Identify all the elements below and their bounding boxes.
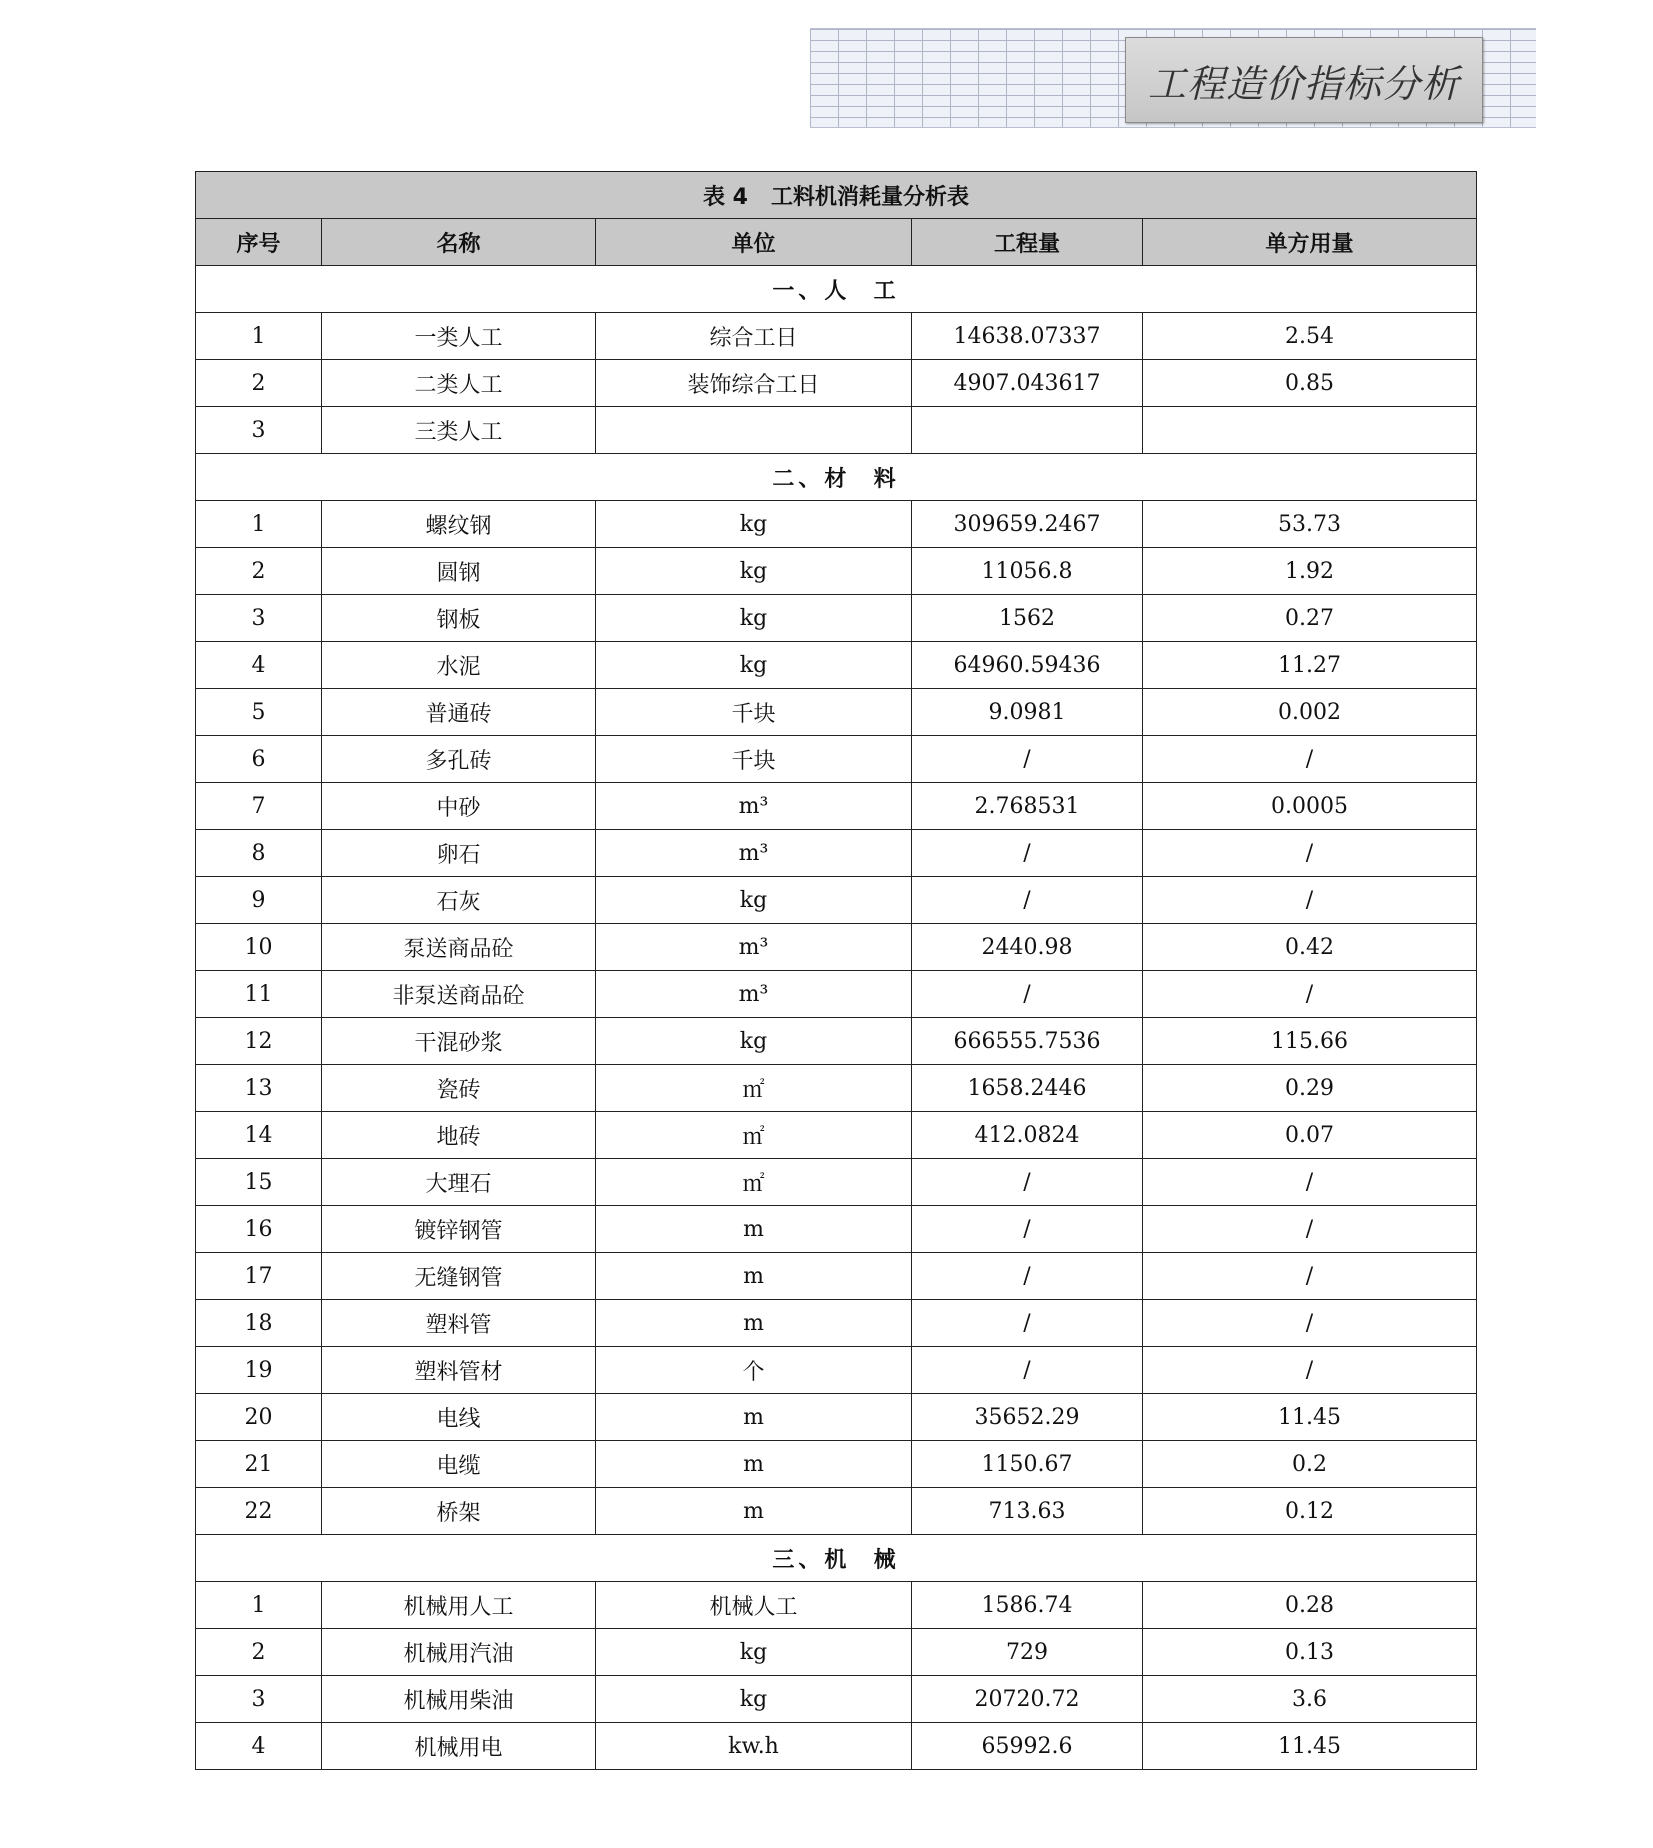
cell-name: 干混砂浆 [322,1018,596,1065]
cell-unit: m [596,1253,912,1300]
table-row [196,1065,1477,1112]
cell-no: 18 [196,1300,322,1347]
cell-no: 13 [196,1065,322,1112]
cell-quantity: 412.0824 [912,1112,1143,1159]
column-header-name: 名称 [322,219,596,266]
cell-quantity: / [912,1300,1143,1347]
cell-no: 12 [196,1018,322,1065]
cell-unit: kg [596,501,912,548]
cell-quantity: / [912,1253,1143,1300]
cell-per-unit: 0.29 [1143,1065,1477,1112]
table-title-row [196,172,1477,219]
cell-no: 4 [196,1723,322,1770]
cell-per-unit: 11.27 [1143,642,1477,689]
cell-quantity: / [912,877,1143,924]
table-row [196,1676,1477,1723]
cell-unit: m³ [596,924,912,971]
table-row [196,1206,1477,1253]
cell-quantity: 1586.74 [912,1582,1143,1629]
table-row [196,1112,1477,1159]
cell-per-unit: 53.73 [1143,501,1477,548]
cell-no: 2 [196,548,322,595]
cell-per-unit: / [1143,971,1477,1018]
cell-per-unit: / [1143,877,1477,924]
table-row [196,689,1477,736]
cell-name: 大理石 [322,1159,596,1206]
cell-no: 19 [196,1347,322,1394]
header-banner [810,28,1536,128]
cell-no: 3 [196,595,322,642]
cell-name: 机械用人工 [322,1582,596,1629]
cell-quantity: / [912,1159,1143,1206]
table-caption: 表 4 工料机消耗量分析表 [196,172,1477,219]
cell-unit: ㎡ [596,1065,912,1112]
cell-quantity: 65992.6 [912,1723,1143,1770]
table-row [196,1394,1477,1441]
table-row [196,971,1477,1018]
cell-no: 21 [196,1441,322,1488]
cell-name: 三类人工 [322,407,596,454]
table-row [196,1300,1477,1347]
cell-unit: kg [596,877,912,924]
section-row [196,266,1477,313]
cell-unit: m [596,1394,912,1441]
cell-per-unit: / [1143,1159,1477,1206]
cell-name: 非泵送商品砼 [322,971,596,1018]
cell-no: 1 [196,501,322,548]
cell-unit: m³ [596,830,912,877]
cell-per-unit [1143,407,1477,454]
cell-no: 20 [196,1394,322,1441]
cell-unit: 综合工日 [596,313,912,360]
section-title: 一、人 工 [196,266,1477,313]
cell-per-unit: / [1143,1347,1477,1394]
cell-quantity: / [912,1206,1143,1253]
cell-per-unit: / [1143,736,1477,783]
cell-no: 15 [196,1159,322,1206]
cell-per-unit: 0.0005 [1143,783,1477,830]
cell-per-unit: / [1143,1206,1477,1253]
cell-unit: m³ [596,971,912,1018]
cell-no: 11 [196,971,322,1018]
cell-name: 塑料管 [322,1300,596,1347]
cell-name: 螺纹钢 [322,501,596,548]
consumption-table [195,171,1477,1770]
cell-no: 1 [196,1582,322,1629]
cell-quantity: / [912,1347,1143,1394]
table-row [196,830,1477,877]
cell-quantity: 11056.8 [912,548,1143,595]
cell-per-unit: / [1143,1253,1477,1300]
cell-quantity: 729 [912,1629,1143,1676]
cell-no: 1 [196,313,322,360]
cell-no: 3 [196,1676,322,1723]
cell-no: 16 [196,1206,322,1253]
table-row [196,924,1477,971]
cell-unit: kg [596,1018,912,1065]
column-header-per-unit: 单方用量 [1143,219,1477,266]
table-row [196,877,1477,924]
cell-unit: m [596,1300,912,1347]
cell-quantity: 713.63 [912,1488,1143,1535]
cell-quantity: / [912,830,1143,877]
cell-name: 钢板 [322,595,596,642]
table-row [196,1441,1477,1488]
cell-name: 石灰 [322,877,596,924]
cell-per-unit: 0.28 [1143,1582,1477,1629]
cell-name: 电缆 [322,1441,596,1488]
cell-quantity: 14638.07337 [912,313,1143,360]
cell-per-unit: 1.92 [1143,548,1477,595]
cell-name: 电线 [322,1394,596,1441]
cell-unit [596,407,912,454]
cell-quantity: 2440.98 [912,924,1143,971]
cell-quantity: / [912,736,1143,783]
cell-per-unit: 115.66 [1143,1018,1477,1065]
cell-unit: kg [596,642,912,689]
cell-name: 普通砖 [322,689,596,736]
cell-quantity: 4907.043617 [912,360,1143,407]
table-row [196,1159,1477,1206]
cell-no: 5 [196,689,322,736]
cell-unit: kg [596,1676,912,1723]
cell-quantity: 1562 [912,595,1143,642]
cell-unit: 装饰综合工日 [596,360,912,407]
table-row [196,1582,1477,1629]
cell-quantity: 35652.29 [912,1394,1143,1441]
cell-per-unit: 0.85 [1143,360,1477,407]
cell-name: 机械用电 [322,1723,596,1770]
section-title: 二、材 料 [196,454,1477,501]
cell-unit: 个 [596,1347,912,1394]
table-row [196,1347,1477,1394]
cell-unit: 机械人工 [596,1582,912,1629]
cell-no: 4 [196,642,322,689]
cell-per-unit: 0.13 [1143,1629,1477,1676]
cell-unit: kg [596,1629,912,1676]
cell-per-unit: 0.12 [1143,1488,1477,1535]
banner-title: 工程造价指标分析 [1147,61,1460,106]
cell-quantity: 1150.67 [912,1441,1143,1488]
cell-per-unit: 0.42 [1143,924,1477,971]
cell-per-unit: / [1143,830,1477,877]
cell-unit: m³ [596,783,912,830]
cell-name: 机械用柴油 [322,1676,596,1723]
cell-name: 塑料管材 [322,1347,596,1394]
cell-per-unit: 0.2 [1143,1441,1477,1488]
cell-no: 6 [196,736,322,783]
cell-quantity: / [912,971,1143,1018]
banner-title-box [1125,37,1483,123]
cell-per-unit: 3.6 [1143,1676,1477,1723]
cell-name: 中砂 [322,783,596,830]
cell-no: 14 [196,1112,322,1159]
cell-unit: m [596,1441,912,1488]
table-row [196,736,1477,783]
cell-name: 镀锌钢管 [322,1206,596,1253]
cell-unit: 千块 [596,736,912,783]
column-header-unit: 单位 [596,219,912,266]
table-header-row [196,219,1477,266]
cell-no: 17 [196,1253,322,1300]
table-row [196,642,1477,689]
cell-name: 无缝钢管 [322,1253,596,1300]
cell-quantity: 1658.2446 [912,1065,1143,1112]
cell-unit: kg [596,548,912,595]
cell-per-unit: 11.45 [1143,1394,1477,1441]
cell-name: 一类人工 [322,313,596,360]
cell-no: 8 [196,830,322,877]
table-row [196,501,1477,548]
cell-quantity: 64960.59436 [912,642,1143,689]
cell-no: 3 [196,407,322,454]
cell-quantity [912,407,1143,454]
cell-name: 泵送商品砼 [322,924,596,971]
cell-unit: kg [596,595,912,642]
cell-unit: 千块 [596,689,912,736]
table-row [196,313,1477,360]
cell-name: 瓷砖 [322,1065,596,1112]
table-row [196,1253,1477,1300]
cell-name: 桥架 [322,1488,596,1535]
section-row [196,454,1477,501]
cell-unit: m [596,1206,912,1253]
table-row [196,407,1477,454]
cell-no: 2 [196,360,322,407]
table-row [196,360,1477,407]
column-header-quantity: 工程量 [912,219,1143,266]
cell-unit: kw.h [596,1723,912,1770]
cell-no: 10 [196,924,322,971]
table-row [196,1488,1477,1535]
cell-quantity: 666555.7536 [912,1018,1143,1065]
table-row [196,548,1477,595]
cell-quantity: 309659.2467 [912,501,1143,548]
cell-name: 机械用汽油 [322,1629,596,1676]
cell-no: 9 [196,877,322,924]
cell-name: 二类人工 [322,360,596,407]
cell-quantity: 9.0981 [912,689,1143,736]
cell-unit: m [596,1488,912,1535]
cell-quantity: 20720.72 [912,1676,1143,1723]
table-row [196,1723,1477,1770]
table-row [196,783,1477,830]
cell-unit: ㎡ [596,1159,912,1206]
cell-name: 地砖 [322,1112,596,1159]
column-header-no: 序号 [196,219,322,266]
cell-name: 卵石 [322,830,596,877]
cell-unit: ㎡ [596,1112,912,1159]
cell-name: 多孔砖 [322,736,596,783]
cell-per-unit: 0.002 [1143,689,1477,736]
table-row [196,595,1477,642]
cell-per-unit: 0.27 [1143,595,1477,642]
cell-no: 7 [196,783,322,830]
table-body [196,266,1477,1770]
cell-per-unit: 2.54 [1143,313,1477,360]
section-row [196,1535,1477,1582]
cell-name: 水泥 [322,642,596,689]
cell-no: 22 [196,1488,322,1535]
section-title: 三、机 械 [196,1535,1477,1582]
table-row [196,1018,1477,1065]
cell-per-unit: / [1143,1300,1477,1347]
cell-no: 2 [196,1629,322,1676]
table-row [196,1629,1477,1676]
cell-per-unit: 11.45 [1143,1723,1477,1770]
cell-per-unit: 0.07 [1143,1112,1477,1159]
cell-name: 圆钢 [322,548,596,595]
cell-quantity: 2.768531 [912,783,1143,830]
